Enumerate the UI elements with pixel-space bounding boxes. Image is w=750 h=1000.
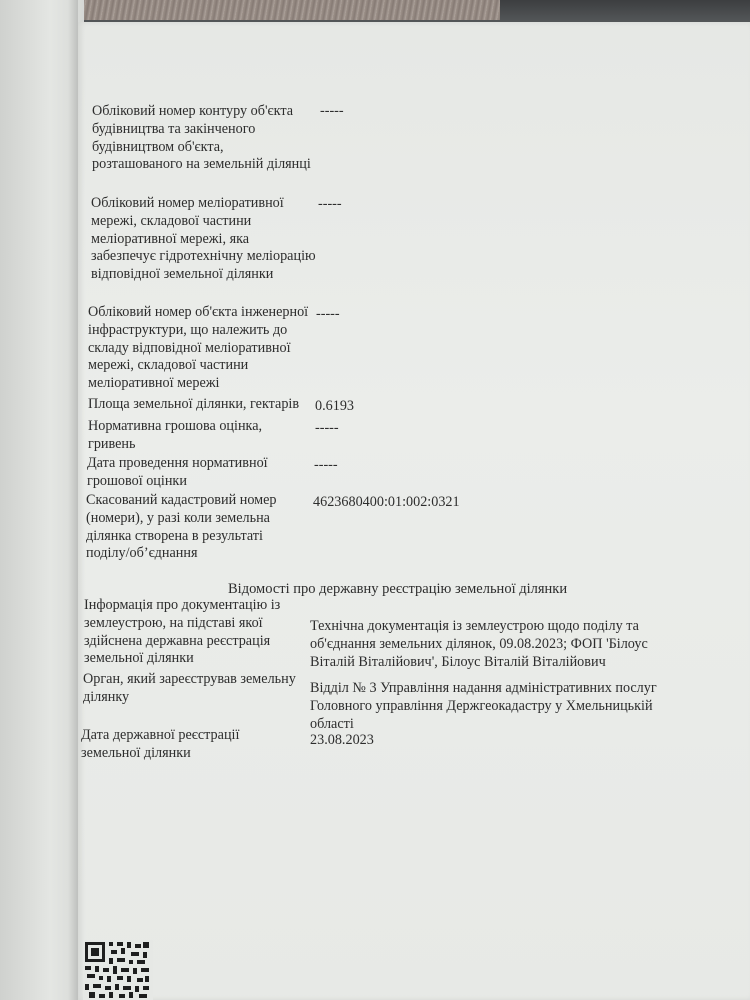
row-label-valuation-date: Дата проведення нормативної грошової оцінки	[87, 455, 268, 489]
row-value-melioration-network: -----	[318, 196, 342, 212]
section-title-registration: Відомості про державну реєстрацію земельної ділянки	[228, 581, 568, 597]
row-value-construction-contour: -----	[320, 103, 344, 119]
row-value-registration-date: 23.08.2023	[310, 732, 374, 748]
fabric-edge	[80, 0, 500, 20]
row-label-area: Площа земельної ділянки, гектарів	[88, 396, 300, 412]
row-value-area: 0.6193	[315, 398, 355, 414]
row-value-land-documentation: Технічна документація із землеустрою щодо поділу та об'єднання земельних ділянок, 09.08.2023; ФОП 'Білоус Віталій Віталійович', Білоус Віталій Віталійович	[310, 618, 648, 670]
row-label-infrastructure-object: Обліковий номер об'єкта інженерної інфраструктури, що належить до складу відповідної меліоративної мережі, складової частини меліоративної мережі	[88, 304, 309, 392]
row-value-normative-valuation: -----	[315, 420, 339, 436]
row-value-registering-authority: Відділ № 3 Управління надання адміністративних послуг Головного управління Держгеокадастру у Хмельницькій області	[310, 680, 657, 732]
row-value-infrastructure-object: -----	[316, 306, 340, 322]
row-label-registering-authority: Орган, який зареєстрував земельну ділянку	[83, 671, 296, 705]
row-label-registration-date: Дата державної реєстрації земельної ділянки	[81, 727, 240, 761]
row-label-normative-valuation: Нормативна грошова оцінка, гривень	[88, 418, 263, 452]
row-value-cancelled-cadastral-number: 4623680400:01:002:0321	[313, 494, 460, 510]
qr-code-icon	[83, 940, 153, 1000]
row-label-construction-contour: Обліковий номер контуру об'єкта будівництва та закінченого будівництвом об'єкта, розташованого на земельній ділянці	[92, 103, 311, 173]
row-label-melioration-network: Обліковий номер меліоративної мережі, складової частини меліоративної мережі, яка забезпечує гідротехнічну меліорацію відповідної земельної ділянки	[91, 195, 316, 283]
binder-shadow	[68, 0, 78, 1000]
row-label-land-documentation: Інформація про документацію із землеустрою, на підставі якої здійснена державна реєстрація земельної ділянки	[84, 597, 281, 667]
row-label-cancelled-cadastral-number: Скасований кадастровий номер (номери), у разі коли земельна ділянка створена в результаті поділу/об’єднання	[86, 492, 277, 562]
row-value-valuation-date: -----	[314, 457, 338, 473]
